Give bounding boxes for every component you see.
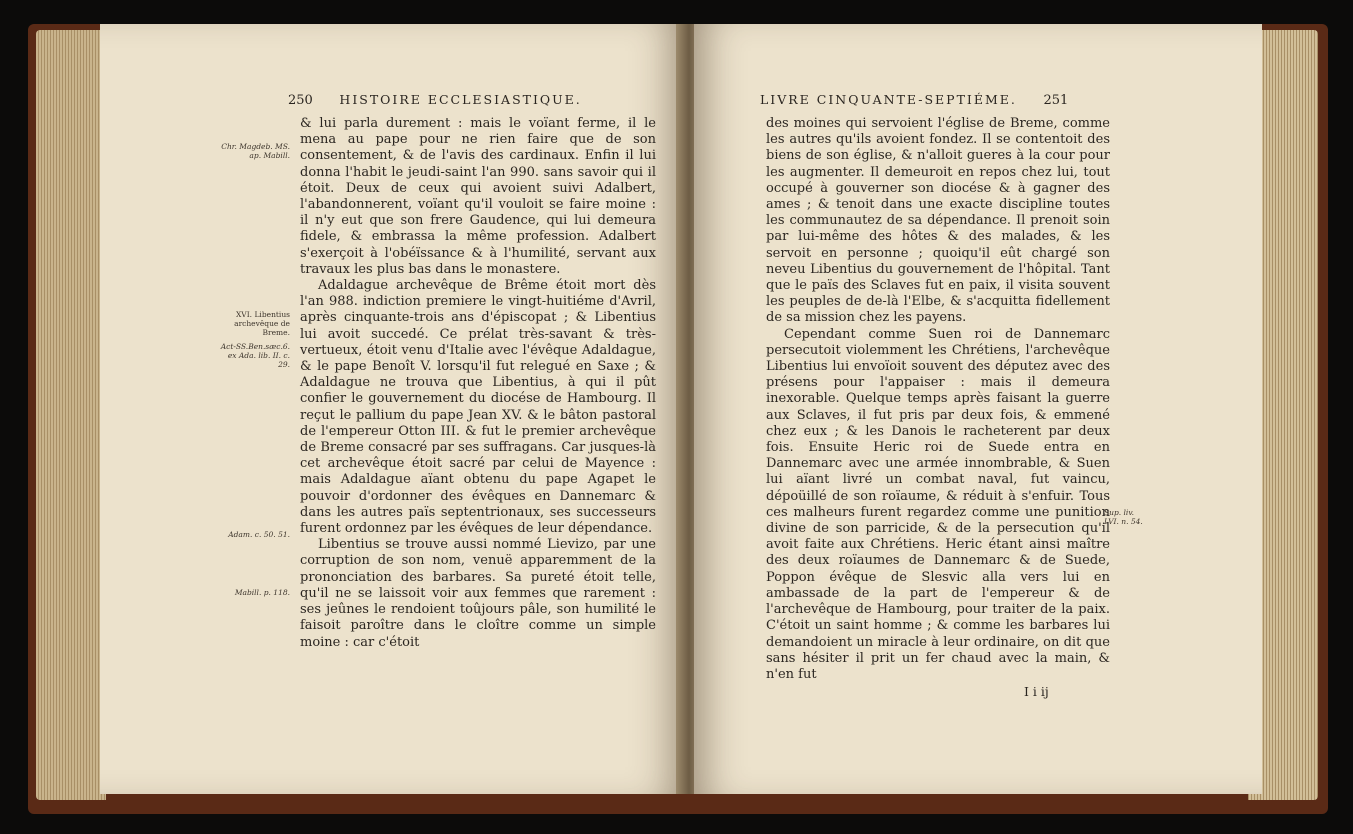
- left-running-title: HISTOIRE ECCLESIASTIQUE.: [339, 92, 582, 107]
- margin-note-heading: XVI. Libentius archevêque de Breme.: [234, 310, 290, 337]
- right-page: [694, 24, 1262, 794]
- margin-note: Sup. liv. LVI. n. 54.: [1104, 508, 1143, 526]
- left-page-number: 250: [288, 93, 313, 108]
- left-header: [288, 92, 582, 108]
- paragraph: Cependant comme Suen roi de Dannemarc persecutoit violemment les Chrétiens, l'archevêque Libentius lui envoïoit souvent des députez avec des présens pour l'appaiser : mais il demeura inexorable. Quelque temps après faisant la guerre aux Sclaves, il fut pris par deux fois, & emmené chez eux ; & les Danois le racheterent par deux fois. Ensuite Heric roi de Suede entra en Dannemarc avec une armée innombrable, & Suen lui aïant livré un combat naval, fut vaincu, dépoüillé de son roïaume, & réduit à s'enfuir. Tous ces malheurs furent regardez comme une punition divine de son parricide, & de la persecution qu'il avoit faite aux Chrétiens. Heric étant ainsi maître des deux roïaumes de Dannemarc & de Suede, Poppon évêque de Slesvic alla vers lui en ambassade de la part de l'empereur & de l'archevêque de Hambourg, pour traiter de la paix. C'étoit un saint homme ; & comme les barbares lui demandoient un miracle à leur ordinaire, on dit que sans hésiter il prit un fer chaud avec la main, & n'en fut: [766, 326, 1110, 682]
- right-page-number: 251: [1043, 93, 1069, 108]
- margin-note: Act-SS.Ben.sæc.6. ex Ada. lib. II. c. 29.: [220, 342, 290, 369]
- margin-note: Chr. Magdeb. MS. ap. Mabill.: [221, 142, 290, 160]
- paragraph: des moines qui servoient l'église de Breme, comme les autres qu'ils avoient fondez. Il se contentoit des biens de son église, & n'alloit gueres à la cour pour les augmenter. Il demeuroit en repos chez lui, tout occupé à gouverner son diocése & à gagner des ames ; & tenoit dans une exacte discipline toutes les communautez de sa dépendance. Il prenoit soin par lui-même des hôtes & des malades, & les servoit en personne ; quoiqu'il eût chargé son neveu Libentius du gouvernement de l'hôpital. Tant que le païs des Sclaves fut en paix, il visita souvent les peuples de de-là l'Elbe, & s'acquitta fidellement de sa mission chez les payens.: [766, 116, 1110, 326]
- right-header: [760, 92, 1068, 108]
- margin-note: Adam. c. 50. 51.: [228, 530, 290, 539]
- right-body-text: [766, 116, 1110, 683]
- left-page: [100, 24, 682, 794]
- paragraph: & lui parla durement : mais le voïant ferme, il le mena au pape pour ne rien faire que de son consentement, & de l'avis des cardinaux. Enfin il lui donna l'habit le jeudi-saint l'an 990. sans savoir qui il étoit. Deux de ceux qui avoient suivi Adalbert, l'abandonnerent, voïant qu'il vouloit se faire moine : il n'y eut que son frere Gaudence, qui lui demeura fidele, & embrassa la même profession. Adalbert s'exerçoit à l'obéïssance & à l'humilité, servant aux travaux les plus bas dans le monastere.: [300, 116, 656, 277]
- page-edges-left: [36, 30, 106, 800]
- right-running-title: LIVRE CINQUANTE-SEPTIÉME.: [760, 92, 1017, 107]
- margin-note: Mabill. p. 118.: [234, 588, 290, 597]
- signature-mark: I i ij: [1024, 684, 1049, 699]
- paragraph: Libentius se trouve aussi nommé Lievizo, par une corruption de son nom, venuë apparemment de la prononciation des barbares. Sa pureté étoit telle, qu'il ne se laissoit voir aux femmes que rarement : ses jeûnes le rendoient toûjours pâle, son humilité le faisoit paroître dans le cloître comme un simple moine : car c'étoit: [300, 537, 656, 650]
- paragraph: Adaldague archevêque de Brême étoit mort dès l'an 988. indiction premiere le vingt-huitiéme d'Avril, après cinquante-trois ans d'épiscopat ; & Libentius lui avoit succedé. Ce prélat très-savant & très-vertueux, étoit venu d'Italie avec l'évêque Adaldague, & le pape Benoît V. lorsqu'il fut relegué en Saxe ; & Adaldague ne trouva que Libentius, à qui il pût confier le gouvernement du diocése de Hambourg. Il reçut le pallium du pape Jean XV. & le bâton pastoral de l'empereur Otton III. & fut le premier archevêque de Breme consacré par ses suffragans. Car jusques-là cet archevêque étoit sacré par celui de Mayence : mais Adaldague aïant obtenu du pape Agapet le pouvoir d'ordonner des évêques en Dannemarc & dans les autres païs septentrionaux, ses successeurs furent ordonnez par les évêques de leur dépendance.: [300, 278, 656, 537]
- left-body-text: [300, 116, 656, 651]
